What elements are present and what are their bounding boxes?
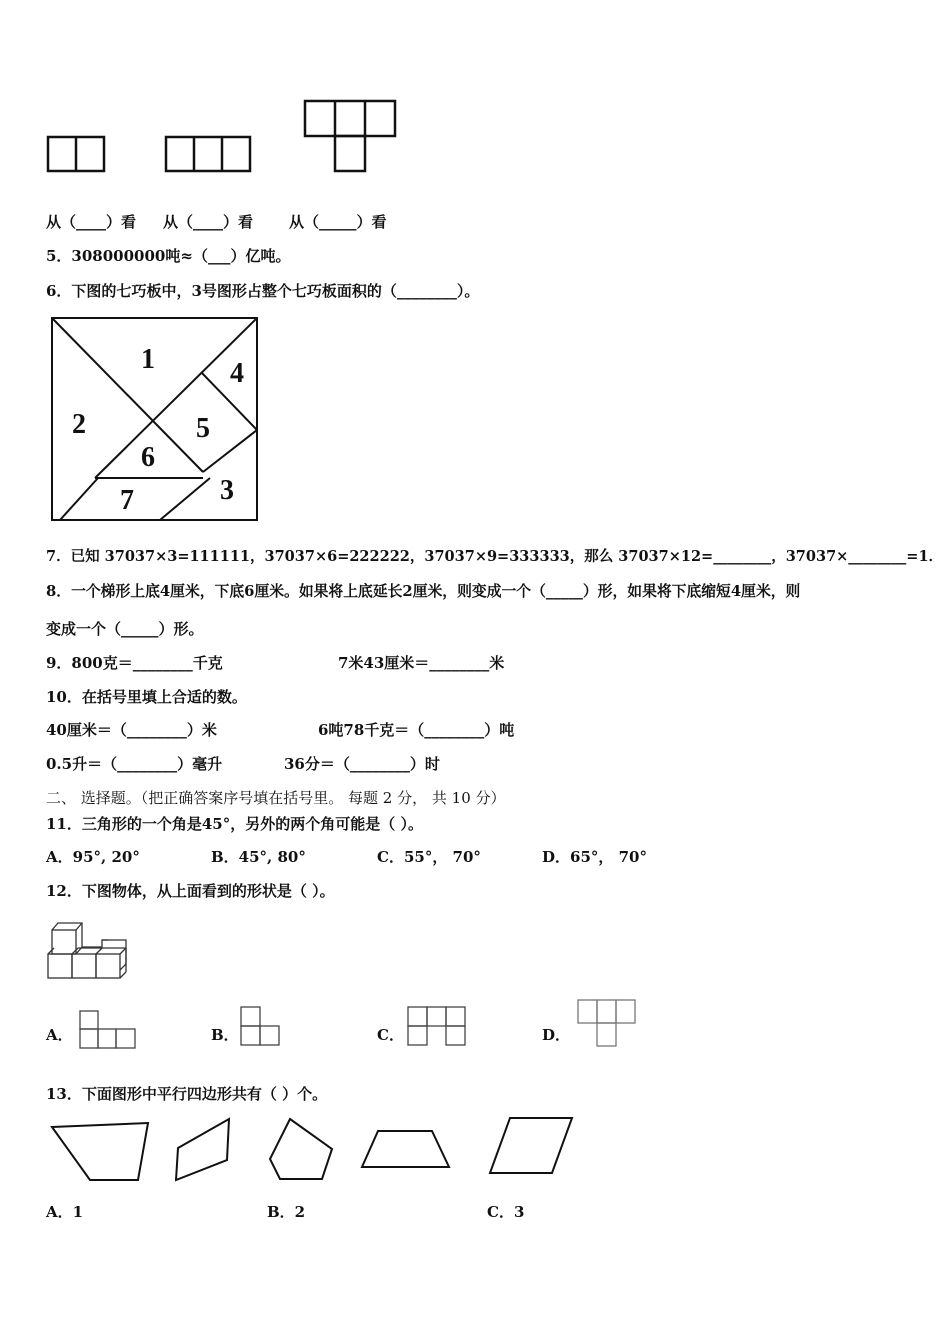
q12-option-b-shape — [240, 1006, 282, 1048]
view-figure-3 — [304, 100, 398, 174]
q12-option-a-shape — [79, 1010, 137, 1050]
tangram-label-7: 7 — [120, 485, 134, 516]
q13-option-c: C．3 — [487, 1203, 525, 1221]
q13-option-b: B．2 — [267, 1203, 306, 1221]
tangram-label-3: 3 — [220, 475, 234, 506]
q12-option-d-shape — [577, 999, 637, 1049]
q11-option-d: D．65°， 70° — [542, 848, 647, 866]
view-label-1: 从（____）看 — [46, 213, 137, 231]
question-10-d: 36分＝（________）时 — [284, 755, 440, 773]
q12-option-c: C． — [377, 1026, 404, 1044]
tangram-label-5: 5 — [196, 413, 210, 444]
q13-shape-parallelogram-2 — [488, 1115, 574, 1177]
question-12: 12．下图物体，从上面看到的形状是（ ）。 — [46, 882, 335, 900]
q13-shape-trapezoid-1 — [50, 1122, 150, 1184]
view-figure-2 — [165, 136, 253, 172]
tangram-label-1: 1 — [141, 344, 155, 375]
tangram-label-4: 4 — [230, 358, 244, 389]
q12-option-a: A． — [46, 1026, 73, 1044]
tangram-figure — [50, 316, 260, 524]
question-13: 13．下面图形中平行四边形共有（ ）个。 — [46, 1085, 328, 1103]
q11-option-a: A．95°, 20° — [46, 848, 140, 866]
q11-option-b: B．45°, 80° — [211, 848, 306, 866]
q13-shape-trapezoid-2 — [360, 1128, 452, 1170]
question-8-line-2: 变成一个（_____）形。 — [46, 620, 204, 638]
q13-shape-pentagon — [268, 1117, 338, 1183]
q13-option-a: A．1 — [46, 1203, 84, 1221]
question-6: 6．下图的七巧板中，3号图形占整个七巧板面积的（________）。 — [46, 282, 480, 300]
question-8-line-1: 8．一个梯形上底4厘米，下底6厘米。如果将上底延长2厘米，则变成一个（_____）形，如果将下底缩短4厘米，则 — [46, 583, 801, 600]
view-label-3: 从（_____）看 — [289, 213, 387, 231]
q12-option-c-shape — [407, 1006, 467, 1048]
q12-option-b: B． — [211, 1026, 239, 1044]
question-11: 11．三角形的一个角是45°，另外的两个角可能是（ ）。 — [46, 815, 423, 833]
question-5: 5．308000000吨≈（___）亿吨。 — [46, 247, 291, 265]
q11-option-c: C．55°， 70° — [377, 848, 481, 866]
question-10-b: 6吨78千克＝（________）吨 — [318, 721, 515, 739]
q13-shape-parallelogram-1 — [173, 1114, 233, 1184]
view-figure-1 — [47, 136, 107, 172]
section-2-heading: 二、 选择题。（把正确答案序号填在括号里。 每题 2 分， 共 10 分） — [46, 789, 506, 807]
cube-stack-figure — [46, 918, 132, 980]
question-10-c: 0.5升＝（________）毫升 — [46, 755, 223, 773]
question-10-a: 40厘米＝（________）米 — [46, 721, 217, 739]
question-9-b: 7米43厘米＝________米 — [338, 654, 505, 672]
view-label-2: 从（____）看 — [163, 213, 254, 231]
tangram-label-2: 2 — [72, 409, 86, 440]
question-10-title: 10．在括号里填上合适的数。 — [46, 688, 247, 706]
tangram-label-6: 6 — [141, 442, 155, 473]
question-7: 7．已知 37037×3=111111，37037×6=222222，37037×9=333333，那么 37037×12=________，37037×________=1． — [46, 548, 944, 565]
q12-option-d: D． — [542, 1026, 571, 1044]
question-9-a: 9．800克＝________千克 — [46, 654, 223, 672]
